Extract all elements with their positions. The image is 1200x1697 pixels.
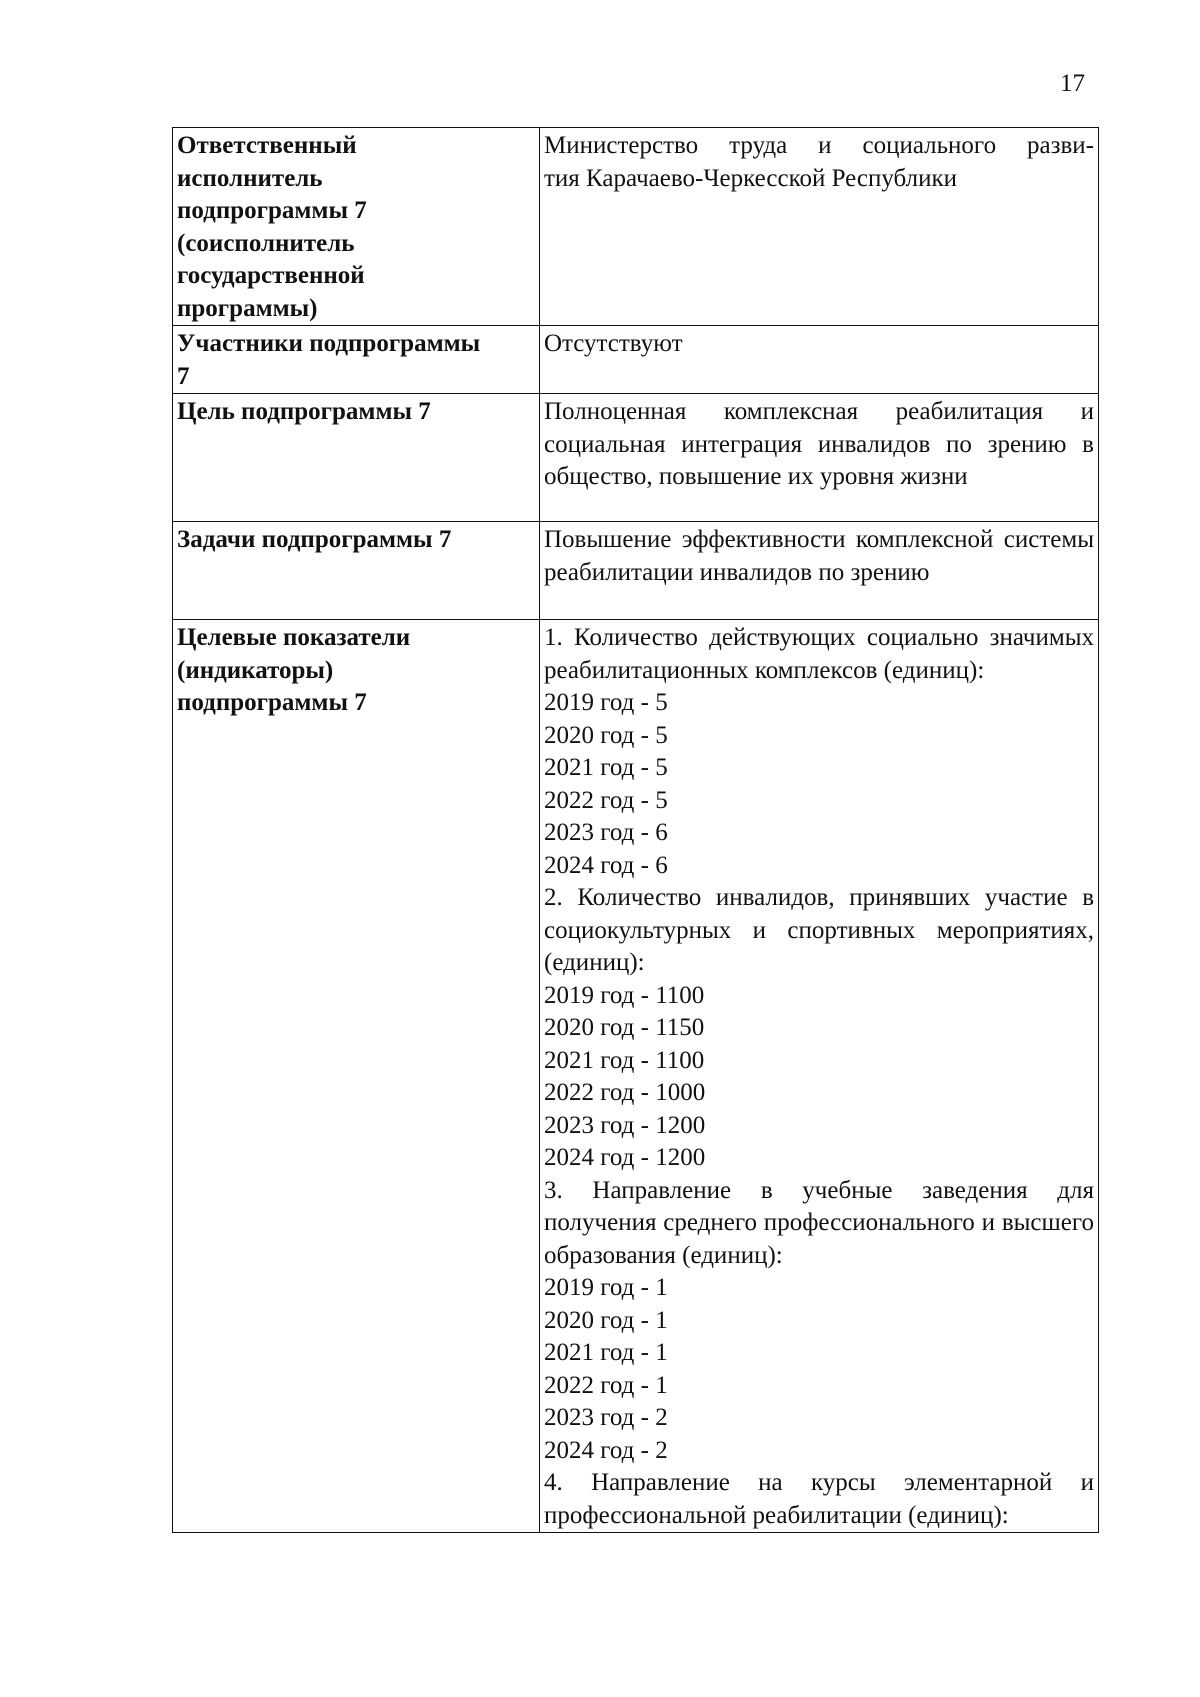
indicator-year-value: 2019 год - 1 <box>544 1274 668 1301</box>
indicator-item <box>544 882 1094 1175</box>
indicator-item <box>544 622 1094 882</box>
page-number: 17 <box>1060 70 1085 97</box>
row-value-goal <box>540 394 1099 522</box>
row-label-tasks <box>173 522 540 620</box>
indicator-title: 1. Количество действующих социально значимых реабилитационных комплексов (единиц): <box>544 624 1094 684</box>
label-line: государственной <box>177 262 365 289</box>
indicator-year-value: 2021 год - 1 <box>544 1339 668 1366</box>
indicator-year-value: 2023 год - 1200 <box>544 1111 706 1139</box>
indicator-year-value: 2020 год - 1 <box>544 1306 668 1334</box>
subprogram-passport-table <box>172 127 1099 1533</box>
indicator-year-value: 2019 год - 5 <box>544 689 668 716</box>
table-row <box>173 620 1099 1533</box>
table-row <box>173 128 1099 326</box>
label-line: 7 <box>177 362 190 390</box>
row-value-responsible-executor <box>540 128 1099 326</box>
value-line: Министерство труда и социального разви- <box>544 132 1094 159</box>
row-value-tasks <box>540 522 1099 620</box>
label-line: (индикаторы) <box>177 656 334 684</box>
value-text: Повышение эффективности комплексной системы реабилитации инвалидов по зрению <box>544 526 1094 586</box>
indicator-title: 4. Направление на курсы элементарной и профессиональной реабилитации (единиц): <box>544 1469 1094 1529</box>
value-text: Полноценная комплексная реабилитация и социальная интеграция инвалидов по зрению в общество, повышение их уровня жизни <box>544 398 1094 490</box>
indicator-year-value: 2024 год - 6 <box>544 851 668 879</box>
row-label-target-indicators <box>173 620 540 1533</box>
row-label-participants <box>173 326 540 394</box>
indicator-title: 3. Направление в учебные заведения для получения среднего профессионального и высшего образования (единиц): <box>544 1176 1094 1269</box>
row-label-responsible-executor <box>173 128 540 326</box>
value-text: Отсутствуют <box>544 330 683 357</box>
indicator-year-value: 2021 год - 5 <box>544 754 668 781</box>
label-line: Ответственный <box>177 132 357 159</box>
row-value-participants <box>540 326 1099 394</box>
indicator-year-value: 2020 год - 5 <box>544 721 668 749</box>
indicator-title: 2. Количество инвалидов, принявших участие в социокультурных и спортивных мероприятиях, (единиц): <box>544 884 1094 976</box>
indicator-year-value: 2023 год - 6 <box>544 819 668 846</box>
indicator-year-value: 2022 год - 5 <box>544 786 668 814</box>
indicator-year-value: 2024 год - 1200 <box>544 1144 706 1171</box>
label-line: программы) <box>177 294 318 322</box>
label-line: Задачи подпрограммы 7 <box>177 526 452 553</box>
indicator-year-value: 2022 год - 1000 <box>544 1079 706 1106</box>
indicator-year-value: 2020 год - 1150 <box>544 1014 705 1041</box>
label-line: Цель подпрограммы 7 <box>177 398 431 425</box>
indicator-year-value: 2023 год - 2 <box>544 1404 668 1431</box>
indicator-year-value: 2022 год - 1 <box>544 1371 668 1399</box>
table-row <box>173 394 1099 522</box>
label-line: Участники подпрограммы <box>177 330 481 357</box>
indicator-year-value: 2021 год - 1100 <box>544 1046 705 1074</box>
label-line: исполнитель <box>177 164 323 192</box>
label-line: (соисполнитель <box>177 229 355 257</box>
indicator-item <box>544 1175 1094 1468</box>
table-row <box>173 522 1099 620</box>
indicator-item <box>544 1467 1094 1532</box>
row-label-goal <box>173 394 540 522</box>
label-line: подпрограммы 7 <box>177 689 367 716</box>
indicator-year-value: 2019 год - 1100 <box>544 981 705 1009</box>
label-line: подпрограммы 7 <box>177 197 367 224</box>
table-row <box>173 326 1099 394</box>
row-value-target-indicators <box>540 620 1099 1533</box>
indicator-year-value: 2024 год - 2 <box>544 1436 668 1464</box>
value-line: тия Карачаево-Черкесской Республики <box>544 164 958 192</box>
label-line: Целевые показатели <box>177 624 411 651</box>
